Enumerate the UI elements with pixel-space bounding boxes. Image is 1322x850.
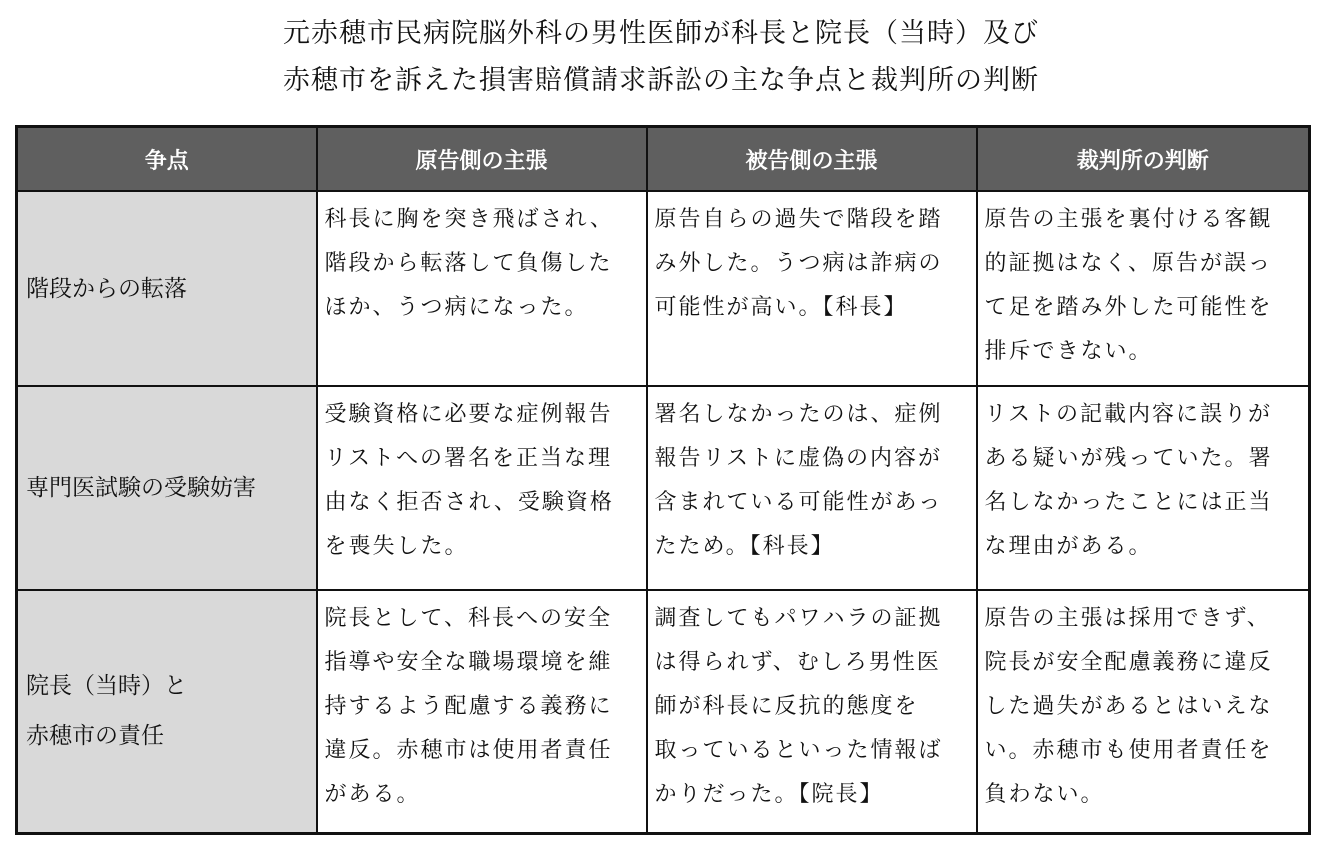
plaintiff-text: 階段から転落して負傷した bbox=[324, 251, 613, 276]
table-row bbox=[17, 590, 1310, 833]
plaintiff-text: 科長に胸を突き飛ばされ、 bbox=[324, 207, 614, 232]
defendant-cell bbox=[647, 590, 977, 833]
plaintiff-text: 院長として、科長への安全 bbox=[324, 606, 613, 631]
title-line-2: 赤穂市を訴えた損害賠償請求訴訟の主な争点と裁判所の判断 bbox=[283, 65, 1039, 96]
defendant-text: たため。【科長】 bbox=[654, 534, 835, 559]
header-defendant: 被告側の主張 bbox=[647, 127, 977, 192]
court-text: 原告の主張は採用できず、 bbox=[984, 606, 1271, 631]
defendant-text: 取っているといった情報ば bbox=[654, 738, 943, 763]
court-text: 排斥できない。 bbox=[984, 339, 1153, 364]
header-row bbox=[17, 127, 1310, 192]
plaintiff-text: 違反。赤穂市は使用者責任 bbox=[324, 738, 613, 763]
issue-cell bbox=[17, 386, 317, 590]
issue-text: 階段からの転落 bbox=[26, 275, 187, 302]
plaintiff-text: 由なく拒否され、受験資格 bbox=[324, 490, 614, 515]
defendant-text: 師が科長に反抗的態度を bbox=[654, 694, 919, 719]
court-text: 原告の主張を裏付ける客観 bbox=[984, 207, 1273, 232]
court-text: て足を踏み外した可能性を bbox=[984, 295, 1273, 320]
table-row bbox=[17, 191, 1310, 386]
plaintiff-text: を喪失した。 bbox=[324, 534, 469, 559]
plaintiff-cell bbox=[317, 590, 647, 833]
table-row bbox=[17, 386, 1310, 590]
court-text: な理由がある。 bbox=[984, 534, 1153, 559]
plaintiff-text: がある。 bbox=[324, 782, 421, 807]
header-issue: 争点 bbox=[17, 127, 317, 192]
court-text: ある疑いが残っていた。署 bbox=[984, 446, 1273, 471]
plaintiff-text: 受験資格に必要な症例報告 bbox=[324, 402, 613, 427]
issue-cell bbox=[17, 590, 317, 833]
court-text: 負わない。 bbox=[984, 782, 1105, 807]
defendant-text: 署名しなかったのは、症例 bbox=[654, 402, 943, 427]
plaintiff-text: リストへの署名を正当な理 bbox=[324, 446, 613, 471]
dispute-table bbox=[15, 125, 1311, 835]
issue-text: 専門医試験の受験妨害 bbox=[26, 475, 256, 501]
plaintiff-cell bbox=[317, 386, 647, 590]
issue-cell bbox=[17, 191, 317, 386]
defendant-text: 調査してもパワハラの証拠 bbox=[654, 606, 943, 631]
issue-text: 赤穂市の責任 bbox=[26, 723, 164, 750]
plaintiff-cell bbox=[317, 191, 647, 386]
court-text: い。赤穂市も使用者責任を bbox=[984, 738, 1273, 763]
court-cell bbox=[977, 191, 1310, 386]
defendant-text: み外した。うつ病は詐病の bbox=[654, 251, 943, 276]
defendant-cell bbox=[647, 191, 977, 386]
defendant-text: 原告自らの過失で階段を踏 bbox=[654, 207, 943, 232]
defendant-text: は得られず、むしろ男性医 bbox=[654, 650, 941, 675]
plaintiff-text: ほか、うつ病になった。 bbox=[324, 295, 589, 320]
court-text: 名しなかったことには正当 bbox=[984, 490, 1273, 515]
defendant-text: 可能性が高い。【科長】 bbox=[654, 295, 908, 320]
court-text: 的証拠はなく、原告が誤っ bbox=[984, 251, 1273, 276]
court-text: した過失があるとはいえな bbox=[984, 694, 1273, 719]
court-text: 院長が安全配慮義務に違反 bbox=[984, 650, 1273, 675]
court-text: リストの記載内容に誤りが bbox=[984, 402, 1273, 427]
plaintiff-text: 指導や安全な職場環境を維 bbox=[324, 650, 613, 675]
header-plaintiff: 原告側の主張 bbox=[317, 127, 647, 192]
court-cell bbox=[977, 590, 1310, 833]
court-cell bbox=[977, 386, 1310, 590]
defendant-text: 含まれている可能性があっ bbox=[654, 490, 943, 515]
title-line-1: 元赤穂市民病院脳外科の男性医師が科長と院長（当時）及び bbox=[283, 18, 1039, 49]
defendant-cell bbox=[647, 386, 977, 590]
header-court: 裁判所の判断 bbox=[977, 127, 1310, 192]
defendant-text: かりだった。【院長】 bbox=[654, 782, 884, 807]
plaintiff-text: 持するよう配慮する義務に bbox=[324, 694, 613, 719]
defendant-text: 報告リストに虚偽の内容が bbox=[654, 446, 943, 471]
issue-text: 院長（当時）と bbox=[26, 673, 187, 700]
